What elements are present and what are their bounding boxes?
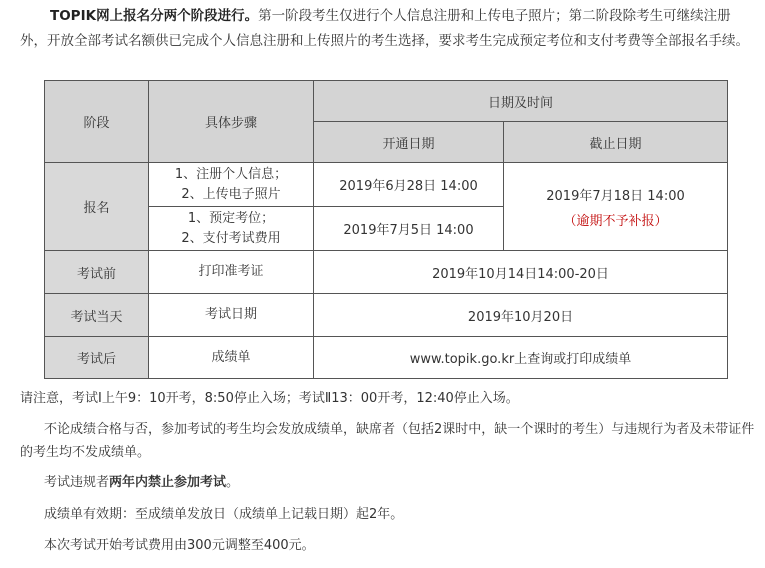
register-step2-line1: 1、预定考位； xyxy=(187,210,275,226)
register-step1 xyxy=(149,163,314,207)
header-datetime: 日期及时间 xyxy=(314,81,728,122)
register-step1-line2: 2、上传电子照片 xyxy=(181,186,281,202)
intro-text: 第一阶段考生仅进行个人信息注册和上传电子照片；第二阶段除考生可继续注册外，开放全部考试名额供已完成个人信息注册和上传照片的考生选择，要求考生完成预定考位和支付考费等全部报名手续。 xyxy=(20,8,749,49)
note-validity: 成绩单有效期：至成绩单发放日（成绩单上记载日期）起2年。 xyxy=(44,507,404,522)
header-steps: 具体步骤 xyxy=(149,81,314,163)
intro-paragraph xyxy=(20,4,752,54)
note-violation-pre: 考试违规者 xyxy=(44,475,110,490)
stage-before: 考试前 xyxy=(45,251,149,294)
day-date: 2019年10月20日 xyxy=(314,294,728,337)
note-violation xyxy=(20,471,755,494)
note-fee: 本次考试开始考试费用由300元调整至400元。 xyxy=(44,538,315,553)
stage-day: 考试当天 xyxy=(45,294,149,337)
register-step2-line2: 2、支付考试费用 xyxy=(181,230,281,246)
stage-register: 报名 xyxy=(45,163,149,251)
register-close xyxy=(504,163,728,251)
register-close-date: 2019年7月18日 14:00 xyxy=(546,188,685,204)
note-violation-post: 。 xyxy=(226,475,240,490)
after-step: 成绩单 xyxy=(149,337,314,379)
before-step: 打印准考证 xyxy=(149,251,314,294)
late-warning: （逾期不予补报） xyxy=(563,213,668,229)
stage-after: 考试后 xyxy=(45,337,149,379)
day-step: 考试日期 xyxy=(149,294,314,337)
after-date: www.topik.go.kr上查询或打印成绩单 xyxy=(314,337,728,379)
intro-bold: TOPIK网上报名分两个阶段进行。 xyxy=(50,8,259,24)
register-step1-open: 2019年6月28日 14:00 xyxy=(314,163,504,207)
register-step2-open: 2019年7月5日 14:00 xyxy=(314,207,504,251)
schedule-table xyxy=(44,80,728,379)
header-open-date: 开通日期 xyxy=(314,122,504,163)
register-step1-line1: 1、注册个人信息； xyxy=(174,166,288,182)
register-step2 xyxy=(149,207,314,251)
note-exam-times: 请注意，考试Ⅰ上午9：10开考，8:50停止入场；考试Ⅱ13：00开考，12:40停止入场。 xyxy=(20,391,519,406)
note-violation-bold: 两年内禁止参加考试 xyxy=(109,475,227,490)
header-stage: 阶段 xyxy=(45,81,149,163)
header-close-date: 截止日期 xyxy=(504,122,728,163)
note-score-report: 不论成绩合格与否，参加考试的考生均会发放成绩单，缺席者（包括2课时中，缺一个课时的考生）与违规行为者及未带证件的考生均不发成绩单。 xyxy=(20,422,755,460)
before-date: 2019年10月14日14:00-20日 xyxy=(314,251,728,294)
